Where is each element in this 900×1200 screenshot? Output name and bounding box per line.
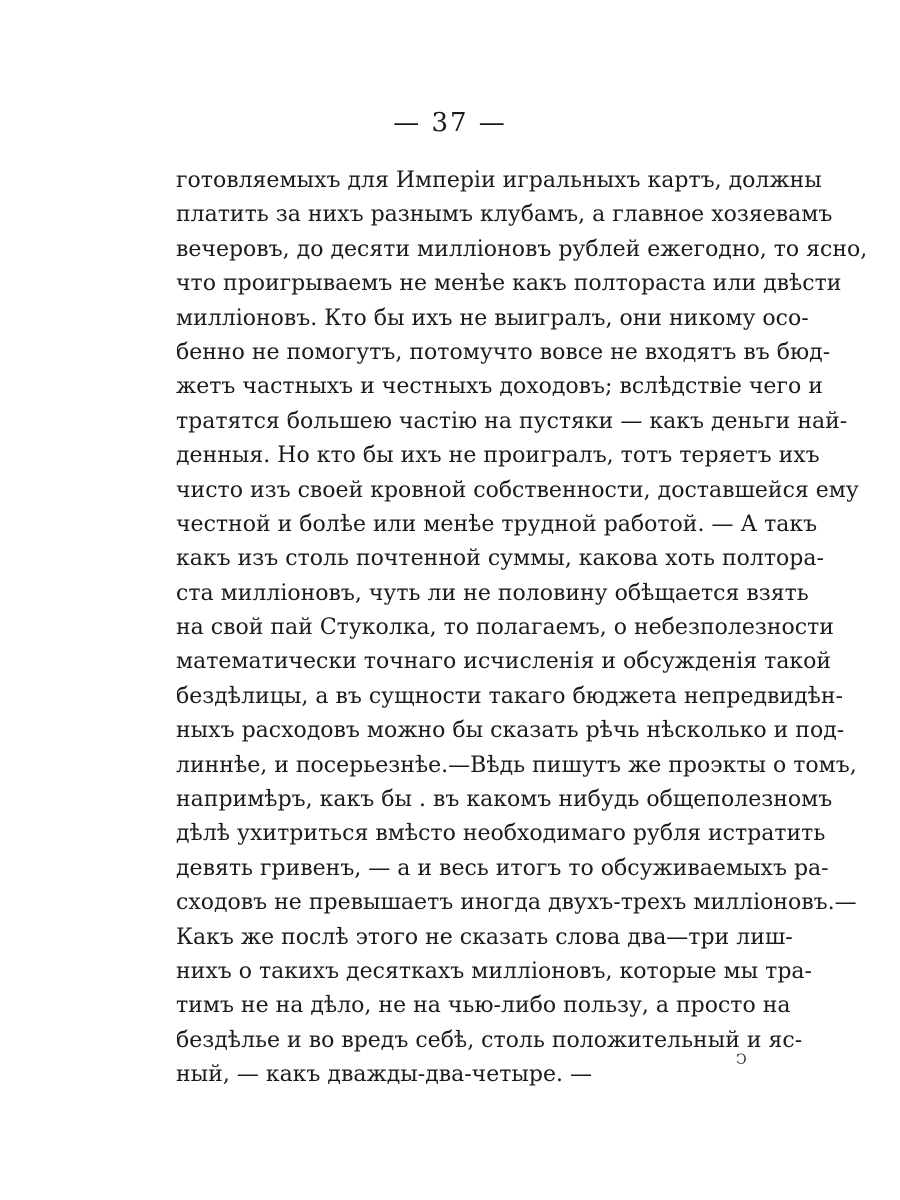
body-text [176,164,868,1093]
text-line: милліоновъ. Кто бы ихъ не выигралъ, они никому осо- [176,305,809,331]
text-line: ста милліоновъ, чуть ли не половину обѣщается взять [176,580,809,606]
text-line-last: ный, — какъ дважды-два-четыре. — [176,1062,593,1088]
text-line: бездѣлицы, а въ сущности такаго бюджета непредвидѣн- [176,683,843,709]
text-line: платить за нихъ разнымъ клубамъ, а главное хозяевамъ [176,202,833,228]
text-line: тратятся большею частію на пустяки — какъ деньги най- [176,408,848,434]
text-line: напримѣръ, какъ бы . въ какомъ нибудь общеполезномъ [176,787,833,813]
text-line: ныхъ расходовъ можно бы сказать рѣчь нѣсколько и под- [176,718,845,744]
text-line: жетъ частныхъ и честныхъ доходовъ; вслѣдствіе чего и [176,374,823,400]
text-line: вечеровъ, до десяти милліоновъ рублей ежегодно, то ясно, [176,236,868,262]
text-line: на свой пай Стуколка, то полагаемъ, о небезполезности [176,615,834,641]
text-line: что проигрываемъ не менѣе какъ полтораста или двѣсти [176,271,842,297]
text-line: дѣлѣ ухитриться вмѣсто необходимаго рубля истратить [176,821,826,847]
text-line: тимъ не на дѣло, не на чью-либо пользу, а просто на [176,993,791,1019]
text-line: чисто изъ своей кровной собственности, доставшейся ему [176,477,859,503]
text-line: нихъ о такихъ десяткахъ милліоновъ, которые мы тра- [176,958,812,984]
print-mark: Ↄ [736,1052,747,1068]
text-line: девять гривенъ, — а и весь итогъ то обсуживаемыхъ ра- [176,855,829,881]
text-line: Какъ же послѣ этого не сказать слова два—три лиш- [176,924,793,950]
text-line: математически точнаго исчисленія и обсужденія такой [176,649,832,675]
page-number: — 37 — [393,108,507,138]
text-line: бенно не помогутъ, потомучто вовсе не входятъ въ бюд- [176,339,831,365]
text-line: денныя. Но кто бы ихъ не проигралъ, тотъ теряетъ ихъ [176,443,820,469]
text-line: готовляемыхъ для Имперіи игральныхъ картъ, должны [176,168,822,193]
text-line: честной и болѣе или менѣе трудной работой. — А такъ [176,511,818,537]
text-line: бездѣлье и во вредъ себѣ, столь положительный и яс- [176,1027,803,1053]
text-line: какъ изъ столь почтенной суммы, какова хоть полтора- [176,546,824,572]
text-line: сходовъ не превышаетъ иногда двухъ-трехъ милліоновъ.— [176,890,857,916]
text-line: линнѣе, и посерьезнѣе.—Вѣдь пишутъ же проэкты о томъ, [176,752,857,778]
